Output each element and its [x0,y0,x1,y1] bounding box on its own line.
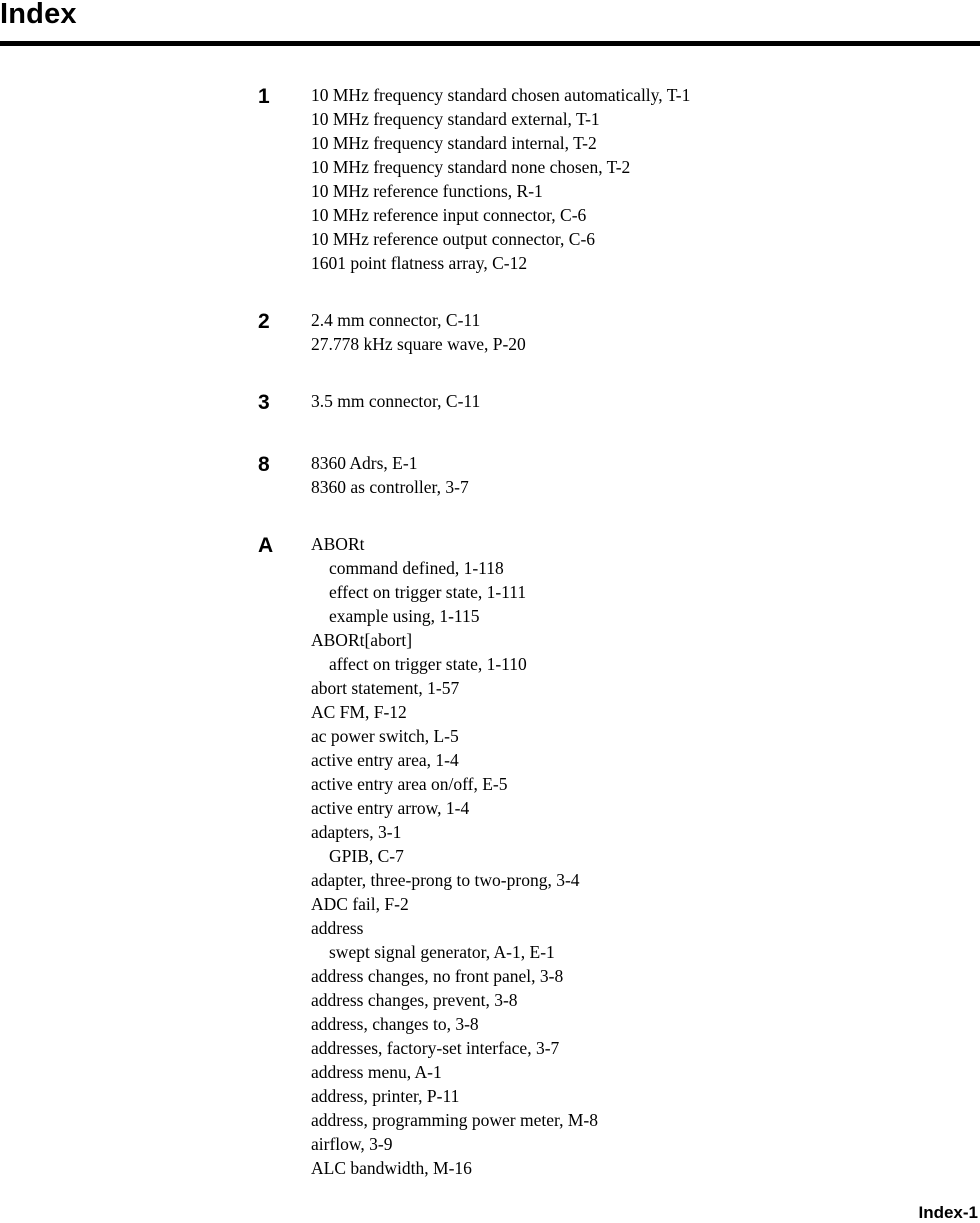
index-entry: 8360 as controller, 3-7 [311,477,469,497]
section-letter: 3 [258,391,270,414]
index-subentry: command defined, 1-118 [329,558,504,578]
section-letter: 1 [258,85,270,108]
title-rule [0,41,980,46]
index-entry: addresses, factory-set interface, 3-7 [311,1038,560,1058]
index-entry: 3.5 mm connector, C-11 [311,391,481,411]
index-entry: address, printer, P-11 [311,1086,460,1106]
entry-list [311,532,598,1180]
entry-list [311,308,526,356]
index-entry: 27.778 kHz square wave, P-20 [311,334,526,354]
index-entry: address changes, no front panel, 3-8 [311,966,564,986]
index-entry: 10 MHz reference functions, R-1 [311,181,543,201]
index-entry: address, changes to, 3-8 [311,1014,479,1034]
index-entry: active entry area on/off, E-5 [311,774,508,794]
page-number: Index-1 [918,1203,978,1222]
entry-list [311,389,480,413]
index-entry: address changes, prevent, 3-8 [311,990,518,1010]
entry-list [311,83,690,275]
index-entry: airflow, 3-9 [311,1134,393,1154]
index-entry: ALC bandwidth, M-16 [311,1158,472,1178]
index-entry: 10 MHz frequency standard chosen automatically, T-1 [311,85,691,105]
index-subentry: GPIB, C-7 [329,846,404,866]
page-title: Index [0,0,77,30]
index-entry: address [311,918,364,938]
index-entry: active entry arrow, 1-4 [311,798,470,818]
index-entry: 10 MHz reference input connector, C-6 [311,205,587,225]
section-letter: 2 [258,310,270,333]
index-entry: ADC fail, F-2 [311,894,409,914]
index-entry: ABORt [311,534,365,554]
index-entry: abort statement, 1-57 [311,678,460,698]
index-subentry: effect on trigger state, 1-111 [329,582,527,602]
index-entry: adapters, 3-1 [311,822,402,842]
index-entry: AC FM, F-12 [311,702,407,722]
index-entry: 1601 point flatness array, C-12 [311,253,528,273]
index-entry: address menu, A-1 [311,1062,442,1082]
index-entry: 2.4 mm connector, C-11 [311,310,481,330]
index-entry: 8360 Adrs, E-1 [311,453,418,473]
index-subentry: affect on trigger state, 1-110 [329,654,527,674]
index-entry: 10 MHz reference output connector, C-6 [311,229,596,249]
index-entry: adapter, three-prong to two-prong, 3-4 [311,870,580,890]
index-entry: address, programming power meter, M-8 [311,1110,598,1130]
section-letter: 8 [258,453,270,476]
index-entry: active entry area, 1-4 [311,750,459,770]
index-entry: 10 MHz frequency standard internal, T-2 [311,133,597,153]
index-entry: ABORt[abort] [311,630,413,650]
entry-list [311,451,469,499]
index-entry: ac power switch, L-5 [311,726,459,746]
index-subentry: example using, 1-115 [329,606,480,626]
index-entry: 10 MHz frequency standard external, T-1 [311,109,600,129]
section-letter: A [258,534,274,557]
index-entry: 10 MHz frequency standard none chosen, T-2 [311,157,631,177]
index-subentry: swept signal generator, A-1, E-1 [329,942,555,962]
